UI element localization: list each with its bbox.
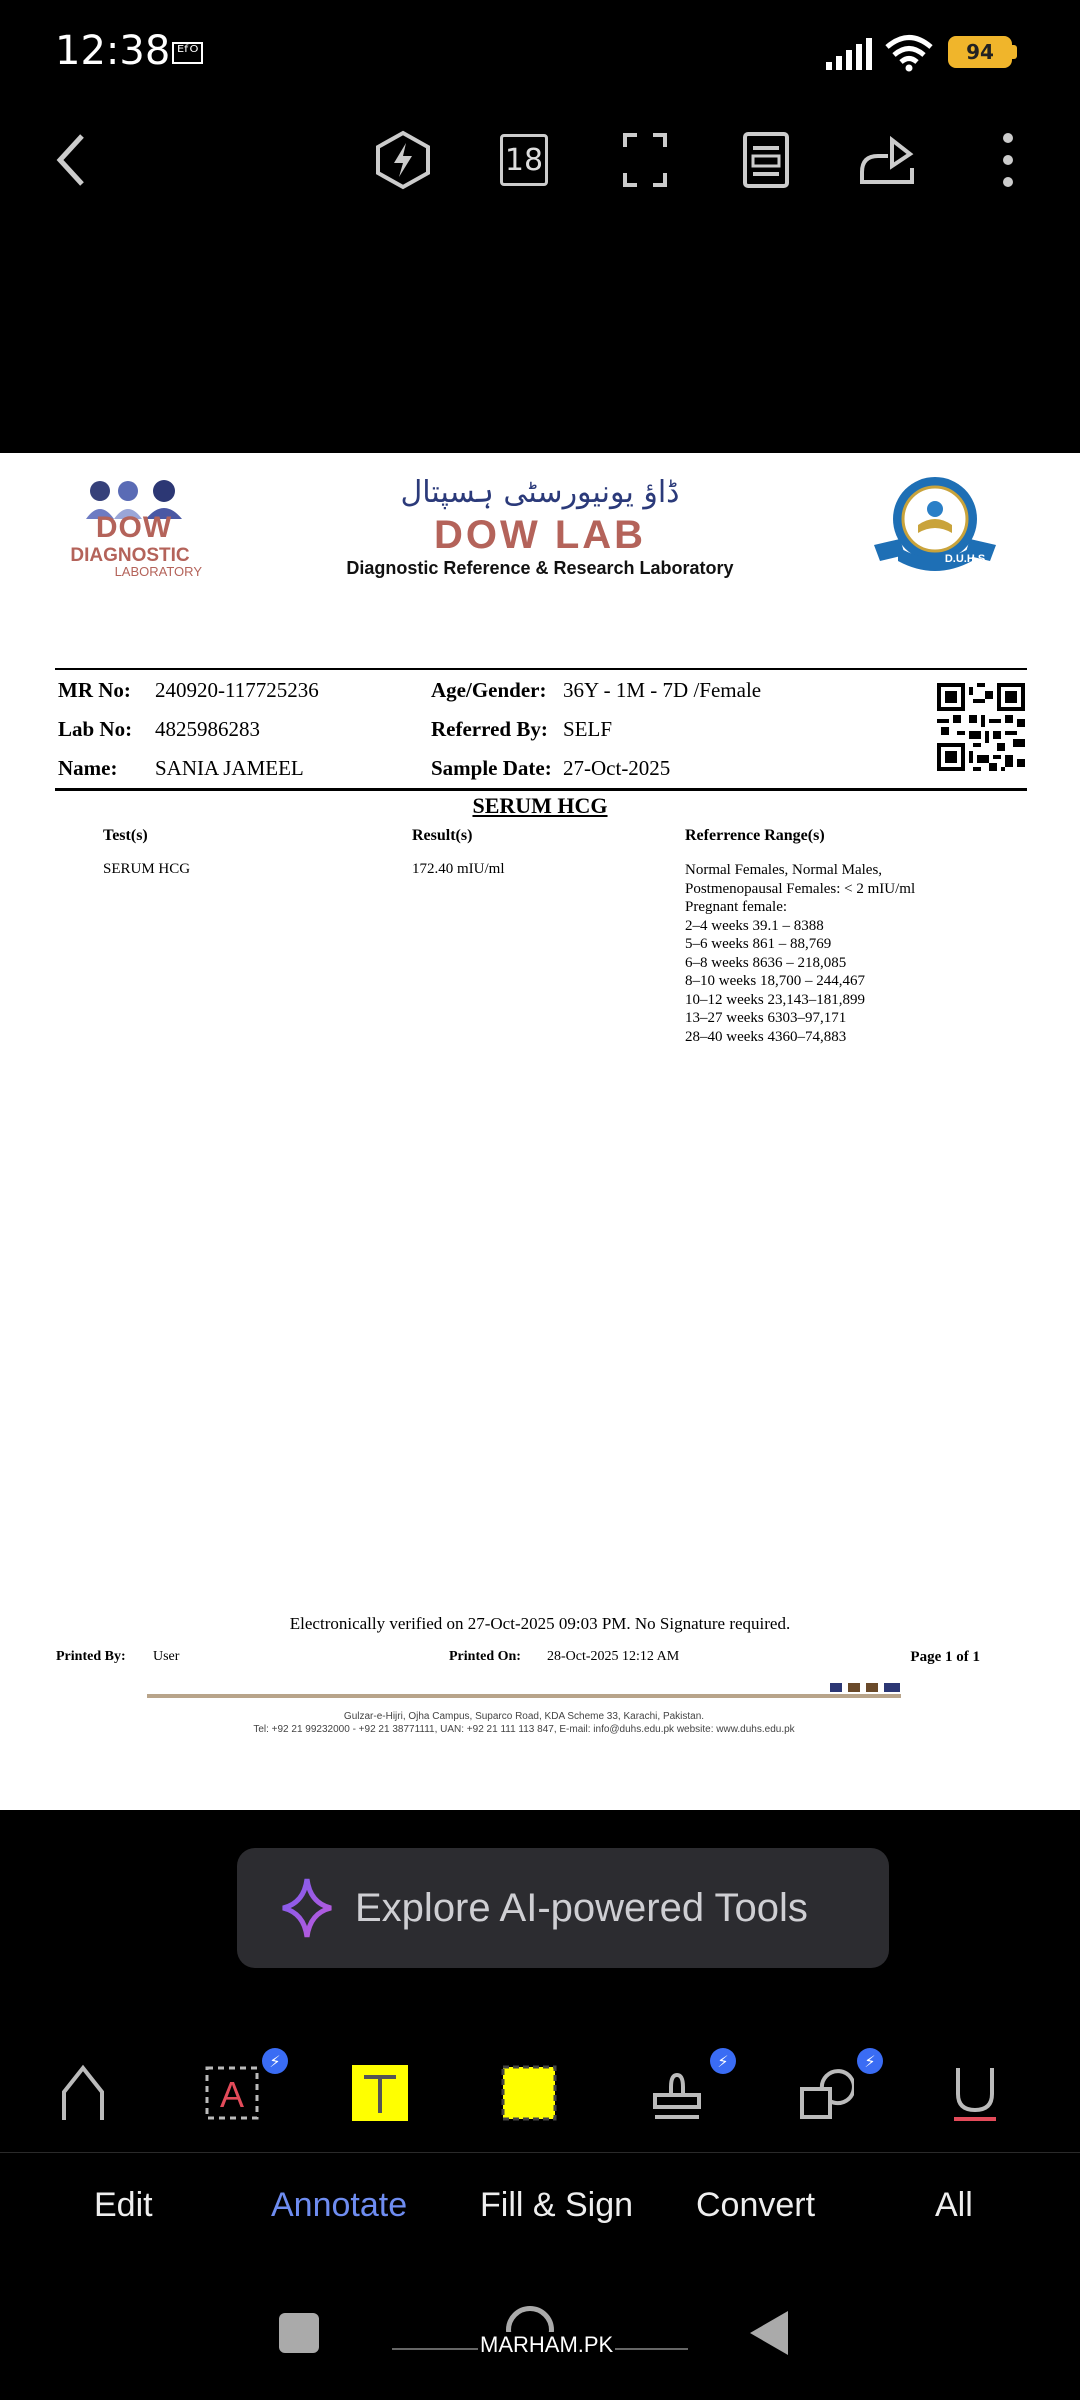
qr-code: [937, 683, 1025, 771]
pro-badge-icon: ⚡: [857, 2048, 883, 2074]
shapes-tool[interactable]: [791, 2058, 861, 2128]
age-label: Age/Gender:: [431, 678, 547, 702]
reader-mode-icon: [743, 132, 789, 188]
lab-label: Lab No:: [58, 717, 133, 741]
tab-convert[interactable]: Convert: [696, 2186, 816, 2224]
printed-on-value: 28-Oct-2025 12:12 AM: [547, 1649, 680, 1664]
ai-sparkle-icon: [281, 1877, 333, 1939]
area-highlight-tool[interactable]: [494, 2058, 564, 2128]
printed-by-label: Printed By:: [56, 1649, 126, 1664]
text-box-tool[interactable]: [197, 2058, 267, 2128]
row-range: [685, 861, 915, 1046]
area-highlight-icon: [501, 2065, 557, 2121]
seal-text: D.U.H.S: [944, 553, 986, 565]
range-line: 10–12 weeks 23,143–181,899: [685, 991, 865, 1008]
reader-mode-button[interactable]: [734, 128, 798, 192]
status-time: 12:38: [55, 28, 171, 74]
mr-label: MR No:: [58, 678, 131, 702]
svg-text:A: A: [219, 2074, 245, 2115]
left-logo-top: DOW: [95, 511, 173, 544]
pro-badge-icon: ⚡: [262, 2048, 288, 2074]
shapes-icon: [798, 2065, 854, 2121]
pen-nib-icon: [58, 2064, 108, 2122]
text-highlight-icon: [352, 2065, 408, 2121]
signal-icon: [826, 38, 876, 70]
tab-fill-sign[interactable]: Fill & Sign: [480, 2186, 634, 2224]
report-title: SERUM HCG: [472, 793, 608, 818]
lab-title: DOW LAB: [433, 513, 647, 557]
footer-square: [884, 1683, 900, 1692]
date-label: Sample Date:: [431, 756, 552, 780]
tab-edit[interactable]: Edit: [94, 2186, 153, 2224]
stamp-icon: [649, 2065, 705, 2121]
range-line: 8–10 weeks 18,700 – 244,467: [685, 973, 865, 989]
verification-text: Electronically verified on 27-Oct-2025 09:03 PM. No Signature required.: [289, 1614, 791, 1633]
tab-divider: [0, 2152, 1080, 2153]
range-line: Normal Females, Normal Males,: [685, 862, 883, 878]
wifi-icon: [884, 34, 934, 72]
ref-value: SELF: [563, 717, 613, 741]
stamp-tool[interactable]: [642, 2058, 712, 2128]
share-icon: [858, 134, 916, 186]
lab-value: 4825986283: [155, 717, 260, 741]
page-number: Page 1 of 1: [910, 1649, 980, 1665]
range-line: 5–6 weeks 861 – 88,769: [685, 936, 832, 952]
address-line-1: Gulzar-e-Hijri, Ojha Campus, Suparco Road, KDA Scheme 33, Karachi, Pakistan.: [343, 1711, 705, 1722]
underline-tool[interactable]: [940, 2058, 1010, 2128]
column-result: Result(s): [412, 827, 473, 844]
left-logo-bot: LABORATORY: [114, 564, 202, 579]
pen-tool[interactable]: [48, 2058, 118, 2128]
ai-lightning-icon: [375, 130, 431, 190]
printed-by-value: User: [153, 1649, 180, 1664]
divider-bottom: [55, 788, 1027, 791]
recents-button[interactable]: [279, 2313, 319, 2353]
more-options-button[interactable]: [976, 128, 1040, 192]
back-button[interactable]: [40, 128, 104, 192]
printed-on-label: Printed On:: [449, 1649, 521, 1664]
footer-square: [866, 1683, 878, 1692]
range-line: 28–40 weeks 4360–74,883: [685, 1028, 847, 1045]
ai-banner-label: Explore AI-powered Tools: [355, 1885, 808, 1930]
status-indicator-icon: ᴱᶠᴼ: [172, 42, 203, 64]
footer-rule: [147, 1694, 901, 1698]
back-triangle-icon[interactable]: [748, 2309, 790, 2357]
underline-icon: [950, 2064, 1000, 2122]
page-count-button[interactable]: [492, 128, 556, 192]
ai-tools-button[interactable]: [371, 128, 435, 192]
range-line: Pregnant female:: [685, 899, 788, 915]
range-line: 6–8 weeks 8636 – 218,085: [685, 954, 847, 971]
share-button[interactable]: [855, 128, 919, 192]
fullscreen-button[interactable]: [613, 128, 677, 192]
range-line: 13–27 weeks 6303–97,171: [685, 1010, 847, 1026]
pro-badge-icon: ⚡: [710, 2048, 736, 2074]
pdf-page[interactable]: [0, 453, 1080, 1810]
fullscreen-icon: [623, 133, 667, 187]
tab-all[interactable]: All: [935, 2186, 973, 2224]
footer-square: [830, 1683, 842, 1692]
age-value: 36Y - 1M - 7D /Female: [563, 678, 762, 702]
name-label: Name:: [58, 756, 118, 780]
range-line: 2–4 weeks 39.1 – 8388: [685, 917, 824, 934]
lab-subtitle: Diagnostic Reference & Research Laboratory: [346, 558, 734, 578]
column-range: Referrence Range(s): [685, 827, 825, 844]
column-test: Test(s): [103, 827, 148, 844]
page-count: 18: [500, 134, 548, 186]
left-logo-mid: DIAGNOSTIC: [70, 545, 190, 566]
address-line-2: Tel: +92 21 99232000 - +92 21 38771111, UAN: +92 21 111 113 847, E-mail: info@duhs.edu.pk website: www.duhs.edu.pk: [253, 1724, 795, 1735]
text-box-icon: [204, 2065, 260, 2121]
tab-annotate[interactable]: Annotate: [271, 2186, 408, 2224]
footer-square: [848, 1683, 860, 1692]
ref-label: Referred By:: [431, 717, 548, 741]
highlight-text-tool[interactable]: [345, 2058, 415, 2128]
explore-ai-tools-button[interactable]: [237, 1848, 889, 1968]
mr-value: 240920-117725236: [155, 678, 319, 702]
row-test: SERUM HCG: [103, 861, 191, 877]
watermark-text: MARHAM.PK: [480, 2332, 614, 2357]
more-vertical-icon: [1001, 132, 1015, 188]
urdu-title: ڈاؤ یونیورسٹی ہسپتال: [400, 475, 680, 510]
range-line: Postmenopausal Females: < 2 mIU/ml: [685, 880, 916, 897]
date-value: 27-Oct-2025: [563, 756, 671, 780]
back-arrow-icon: [52, 132, 92, 188]
row-result: 172.40 mIU/ml: [412, 861, 505, 877]
divider-top: [55, 668, 1027, 670]
battery-indicator: 94: [948, 36, 1012, 68]
battery-tip: [1012, 45, 1017, 59]
name-value: SANIA JAMEEL: [155, 756, 304, 780]
